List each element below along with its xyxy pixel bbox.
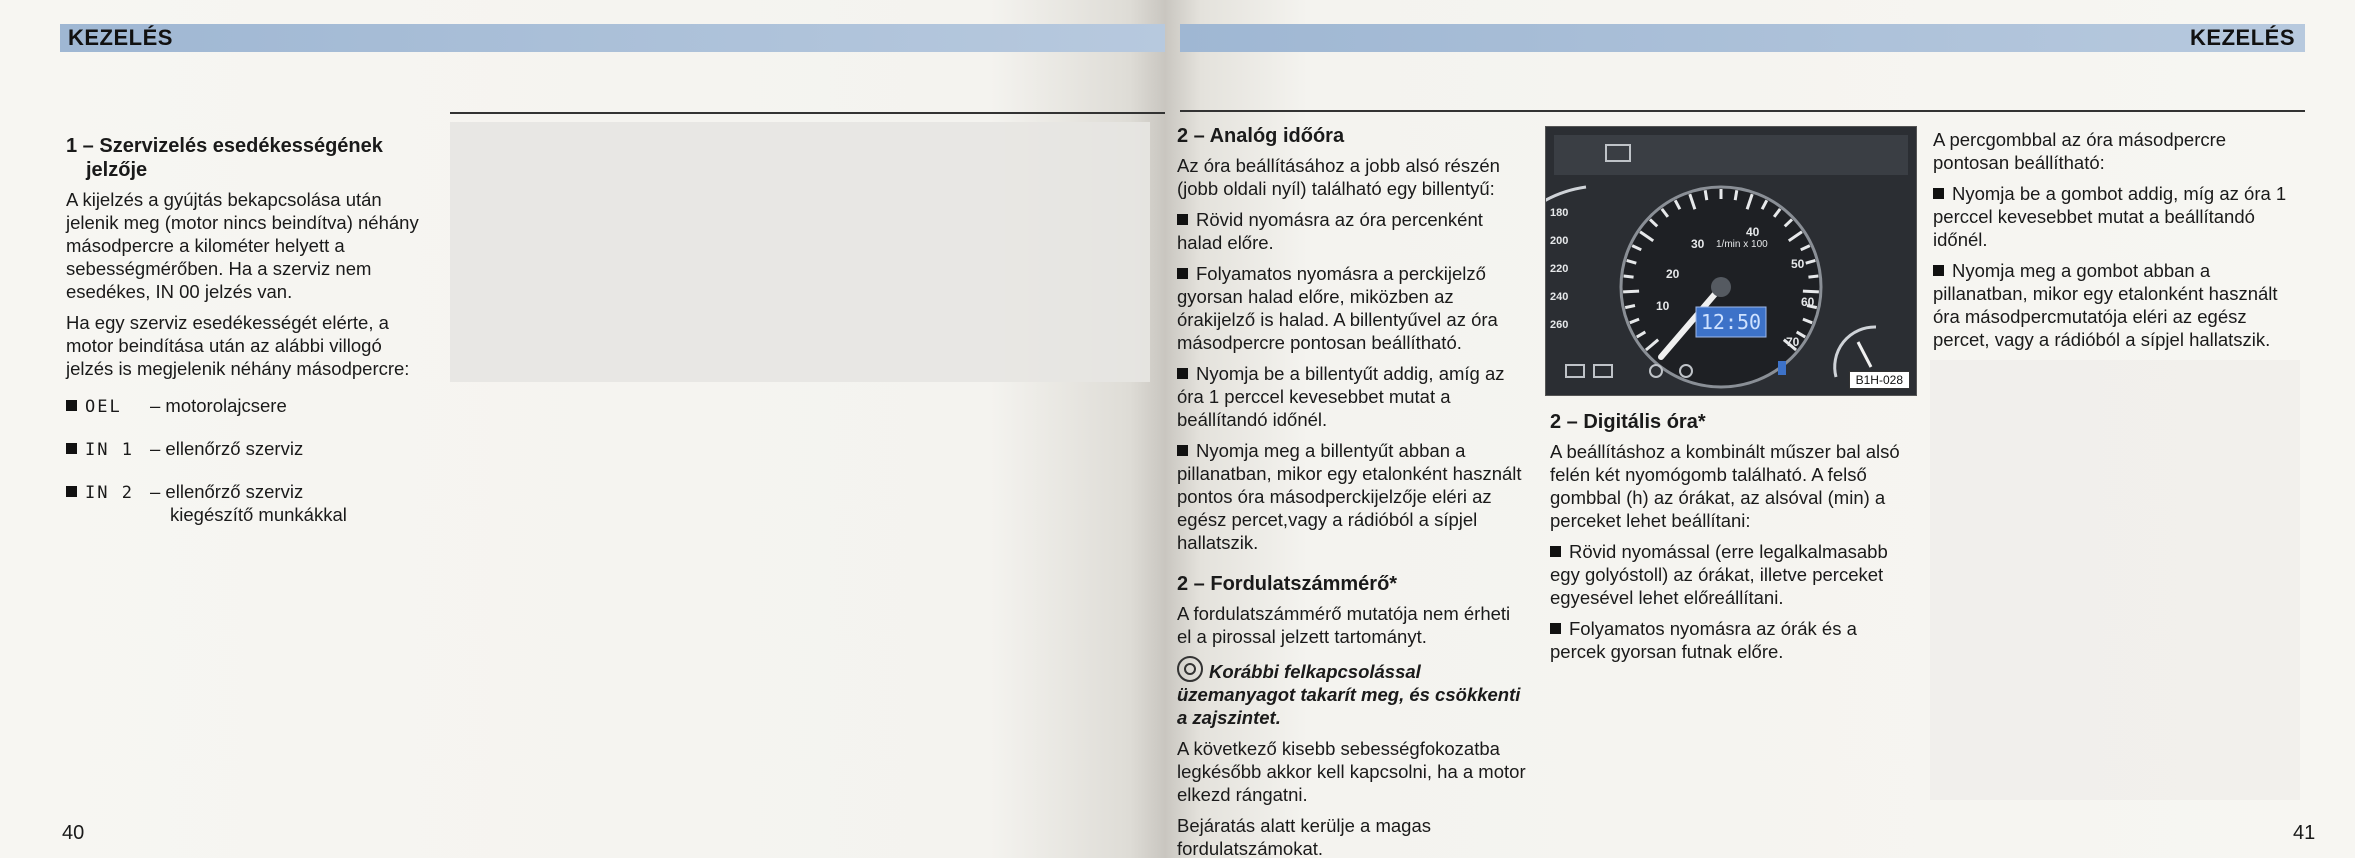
clock-lcd: 12:50	[1700, 310, 1762, 334]
shift-para: A következő kisebb sebességfokozatba legkésőbb akkor kell kapcsolni, ha a motor elkezd rángatni.	[1177, 738, 1526, 805]
tacho-tick	[1625, 306, 1635, 308]
bullet-text: Nyomja meg a billentyűt abban a pillanatban, mikor egy etalonként használt pontos óra másodperckijelzője eléri az egész percet,vagy a rádióból a sípjel hallatszik.	[1177, 440, 1522, 553]
section-title-line2: jelzője	[86, 159, 148, 181]
bullet-square	[1933, 188, 1944, 199]
tacho-number: 40	[1746, 225, 1760, 239]
bullet-square	[1550, 623, 1561, 634]
service-code-list	[66, 394, 420, 526]
right-column-2	[1550, 410, 1908, 671]
section-title-service	[66, 134, 420, 182]
instrument-cluster-drawing	[1546, 127, 1916, 395]
tacho-number: 10	[1656, 299, 1670, 313]
tacho-tick	[1808, 276, 1818, 277]
bullet-text: Nyomja be a gombot addig, míg az óra 1 perccel kevesebbet mutat a beállítandó időnél.	[1933, 183, 2287, 250]
analog-bullet	[1177, 362, 1529, 431]
bullet-square	[1177, 214, 1188, 225]
breakin-para: Bejáratás alatt kerülje a magas fordulatszámokat.	[1177, 815, 1431, 858]
tacho-tick	[1705, 190, 1707, 200]
minute-bullet	[1933, 182, 2293, 251]
minute-bullet	[1933, 259, 2293, 351]
ghost-figure	[450, 122, 1150, 382]
digital-para1: A beállításhoz a kombinált műszer bal alsó felén két nyomógomb található. A felső gombbal (h) az órákat, az alsóval (min) a perceket lehet beállítani:	[1550, 441, 1900, 531]
bullet-square	[1550, 546, 1561, 557]
tacho-number: 20	[1666, 267, 1680, 281]
section-title-digital-clock: 2 – Digitális óra*	[1550, 411, 1706, 433]
tacho-unit-label: 1/min x 100	[1716, 239, 1768, 250]
display-code: IN 1	[85, 440, 134, 460]
section-title-line1: 1 – Szervizelés esedékességének	[66, 135, 383, 157]
tacho-tick	[1803, 291, 1819, 292]
bullet-text: Folyamatos nyomásra a perckijelző gyorsan halad előre, miközben az órakijelző is halad. A billentyűvel az óra másodpercre pontosan beállítható.	[1177, 263, 1498, 353]
section-title-analog-clock: 2 – Analóg időóra	[1177, 125, 1345, 147]
display-code: OEL	[85, 397, 122, 417]
right-column-1	[1177, 124, 1529, 858]
tacho-tick	[1623, 291, 1639, 292]
bullet-text: Nyomja be a billentyűt addig, amíg az óra 1 perccel kevesebbet mutat a beállítandó időnél.	[1177, 363, 1505, 430]
bullet-text: Rövid nyomásra az óra percenként halad előre.	[1177, 209, 1483, 253]
service-code-item	[66, 437, 420, 462]
bullet-square	[66, 443, 77, 454]
eco-note	[1177, 656, 1529, 729]
bullet-square	[66, 400, 77, 411]
instrument-cluster-figure	[1545, 126, 1917, 396]
environment-note-icon	[1177, 656, 1203, 682]
tacho-number: 50	[1791, 257, 1805, 271]
tacho-number: 60	[1801, 295, 1815, 309]
display-code: IN 2	[85, 483, 134, 503]
code-description: – motorolajcsere	[150, 395, 287, 416]
bullet-text: Folyamatos nyomásra az órák és a percek gyorsan futnak előre.	[1550, 618, 1857, 662]
analog-bullet	[1177, 439, 1529, 554]
digital-bullet	[1550, 617, 1908, 663]
right-header-title: KEZELÉS	[2190, 25, 2295, 50]
left-page	[0, 0, 1165, 858]
bullet-square	[66, 486, 77, 497]
right-page-number: 41	[2293, 822, 2316, 844]
eco-note-text: Korábbi felkapcsolással üzemanyagot takarít meg, és csökkenti a zajszintet.	[1177, 661, 1521, 728]
bullet-text: Nyomja meg a gombot abban a pillanatban, mikor egy etalonként használt óra másodpercmutatója eléri az egész percet, vagy a rádióból a sípjel hallatszik.	[1933, 260, 2278, 350]
left-header-title: KEZELÉS	[68, 25, 173, 50]
right-header-bar	[1180, 24, 2305, 52]
service-code-item	[66, 480, 420, 526]
right-rule	[1180, 110, 2305, 112]
bullet-square	[1177, 368, 1188, 379]
right-column-3	[1933, 128, 2293, 359]
digital-bullet	[1550, 540, 1908, 609]
tacho-tick	[1735, 190, 1737, 200]
ghost-showthrough	[1930, 360, 2300, 800]
minute-intro: A percgombbal az óra másodpercre pontosan beállítható:	[1933, 129, 2227, 173]
tacho-text: A fordulatszámmérő mutatója nem érheti el a pirossal jelzett tartományt.	[1177, 603, 1511, 647]
code-description: – ellenőrző szerviz	[150, 438, 304, 459]
analog-intro: Az óra beállításához a jobb alsó részén (jobb oldali nyíl) található egy billentyű:	[1177, 155, 1500, 199]
speedo-number: 200	[1550, 235, 1569, 247]
left-rule	[450, 112, 1165, 114]
figure-label: B1H-028	[1849, 371, 1910, 389]
service-para2: Ha egy szerviz esedékességét elérte, a motor beindítása után az alábbi villogó jelzés is megjelenik néhány másodpercre:	[66, 312, 410, 379]
left-column	[66, 134, 420, 544]
bullet-text: Rövid nyomással (erre legalkalmasabb egy golyóstoll) az órákat, illetve perceket egyesével lehet előreállítani.	[1550, 541, 1888, 608]
analog-bullet	[1177, 208, 1529, 254]
left-header-bar	[60, 24, 1165, 52]
tacho-number: 70	[1786, 335, 1800, 349]
left-page-number: 40	[62, 822, 85, 844]
bullet-square	[1177, 268, 1188, 279]
service-code-item	[66, 394, 420, 419]
tacho-tick	[1624, 276, 1634, 277]
bullet-square	[1177, 445, 1188, 456]
analog-bullet	[1177, 262, 1529, 354]
service-para1: A kijelzés a gyújtás bekapcsolása után jelenik meg (motor nincs beindítva) néhány másodpercre a kilométer helyett a sebességmérőben. Ha a szerviz nem esedékes, IN 00 jelzés van.	[66, 189, 419, 302]
bullet-square	[1933, 265, 1944, 276]
code-description-line2: kiegészítő munkákkal	[170, 504, 347, 525]
speedo-number: 220	[1550, 263, 1569, 275]
code-description: – ellenőrző szerviz	[150, 481, 304, 502]
section-title-tachometer: 2 – Fordulatszámmérő*	[1177, 573, 1398, 595]
speedo-number: 180	[1550, 207, 1569, 219]
tacho-number: 30	[1691, 237, 1705, 251]
speedo-number: 240	[1550, 291, 1569, 303]
right-page	[1165, 0, 2355, 858]
speedo-number: 260	[1550, 319, 1569, 331]
